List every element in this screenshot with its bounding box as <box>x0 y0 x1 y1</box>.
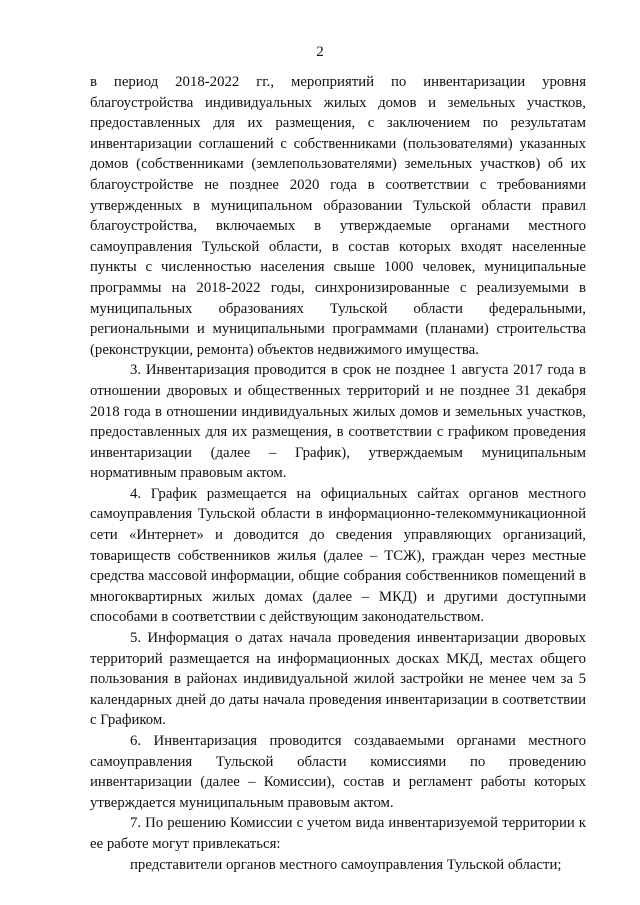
paragraph-item-4: 4. График размещается на официальных сайтах органов местного самоуправления Тульской области в информационно-телекоммуникационной сети «Интернет» и доводится до сведения управляющих организаций, товариществ собственников жилья (далее – ТСЖ), граждан через местные средства массовой информации, общие собрания собственников помещений в многоквартирных жилых домах (далее – МКД) и другими доступными способами в соответствии с действующим законодательством. <box>90 485 586 626</box>
paragraph-item-6: 6. Инвентаризация проводится создаваемыми органами местного самоуправления Тульской области комиссиями по проведению инвентаризации (далее – Комиссии), состав и регламент работы которых утверждается муниципальным правовым актом. <box>90 733 586 811</box>
paragraph-item-7: 7. По решению Комиссии с учетом вида инвентаризуемой территории к ее работе могут привлекаться: <box>90 815 586 852</box>
paragraph-item-3: 3. Инвентаризация проводится в срок не позднее 1 августа 2017 года в отношении дворовых и общественных территорий и не позднее 31 декабря 2018 года в отношении индивидуальных жилых домов и земельных участков, предоставленных для их размещения, в соответствии с графиком проведения инвентаризации (далее – График), утверждаемым муниципальным нормативным правовым актом. <box>90 362 586 482</box>
paragraph-list-item: представители органов местного самоуправления Тульской области; <box>130 856 562 873</box>
paragraph-continuation: в период 2018-2022 гг., мероприятий по инвентаризации уровня благоустройства индивидуальных жилых домов и земельных участков, предоставленных для их размещения, с заключением по результатам инвентаризации соглашений с собственниками (пользователями) указанных домов (собственниками (землепользователями) земельных участков) об их благоустройстве не позднее 2020 года в соответствии с требованиями утвержденных в муниципальном образовании Тульской области правил благоустройства, включаемых в утверждаемые органами местного самоуправления Тульской области, в состав которых входят населенные пункты с численностью населения свыше 1000 человек, муниципальные программы на 2018-2022 годы, синхронизированные с реализуемыми в муниципальных образованиях Тульской области федеральными, региональными и муниципальными программами (планами) строительства (реконструкции, ремонта) объектов недвижимого имущества. <box>90 74 586 358</box>
page-number: 2 <box>316 44 324 60</box>
document-body <box>90 72 586 875</box>
paragraph-item-5: 5. Информация о датах начала проведения инвентаризации дворовых территорий размещается на информационных досках МКД, местах общего пользования в районах индивидуальной жилой застройки не менее чем за 5 календарных дней до даты начала проведения инвентаризации в соответствии с Графиком. <box>90 630 586 729</box>
